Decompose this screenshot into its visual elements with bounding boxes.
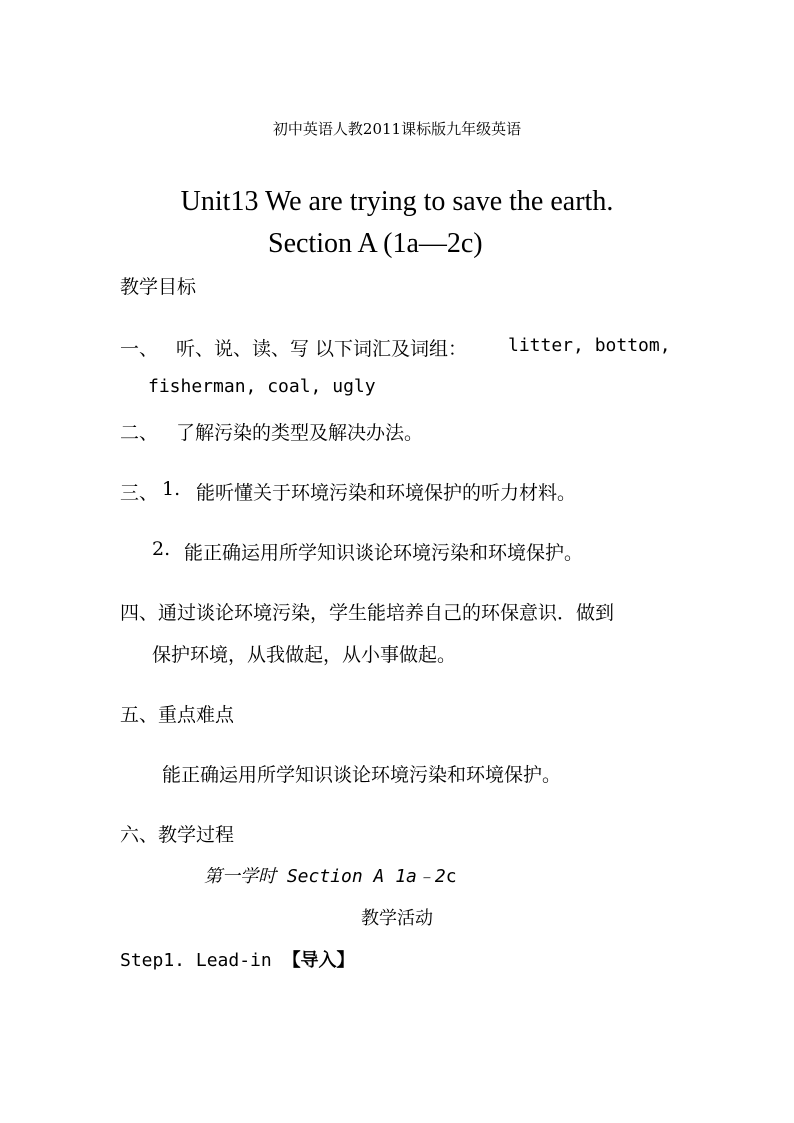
item1-words-continued: fisherman, coal, ugly (148, 376, 376, 397)
item6-heading: 六、教学过程 (120, 824, 235, 846)
item3-text-1: 能听懂关于环境污染和环境保护的听力材料。 (196, 482, 577, 504)
lesson-italic: 第一学时 Section A 1a﹣2 (204, 866, 446, 887)
item4-line-2: 保护环境，从我做起，从小事做起。 (152, 644, 457, 666)
lesson-tail: c (445, 866, 457, 887)
document-header: 初中英语人教2011课标版九年级英语 (272, 120, 522, 138)
unit-title: Unit13 We are trying to save the earth. (180, 186, 614, 217)
item5-text: 能正确运用所学知识谈论环境污染和环境保护。 (162, 764, 562, 786)
item3-prefix: 三、 (120, 482, 159, 504)
step1-line (120, 946, 355, 972)
item4-line-1: 四、通过谈论环境污染，学生能培养自己的环保意识．做到 (120, 602, 615, 624)
item1-text: 听、说、读、写 以下词汇及词组： (176, 338, 468, 360)
item2-prefix: 二、 (120, 422, 159, 444)
step1-bracket: 【导入】 (282, 950, 355, 971)
item3-number-2: 2. (152, 538, 171, 560)
item3-text-2: 能正确运用所学知识谈论环境污染和环境保护。 (184, 542, 584, 564)
item1-words: litter, bottom, (508, 335, 671, 356)
step1-text: Step1. Lead-in (120, 950, 283, 971)
section-title: Section A (1a—2c) (268, 228, 483, 259)
item1-prefix: 一、 (120, 338, 159, 360)
lesson-line (204, 862, 457, 888)
item5-heading: 五、重点难点 (120, 704, 235, 726)
item3-number-1: 1. (162, 478, 181, 500)
activities-heading: 教学活动 (361, 908, 433, 929)
heading-goals: 教学目标 (120, 276, 197, 298)
item2-text: 了解污染的类型及解决办法。 (176, 422, 424, 444)
